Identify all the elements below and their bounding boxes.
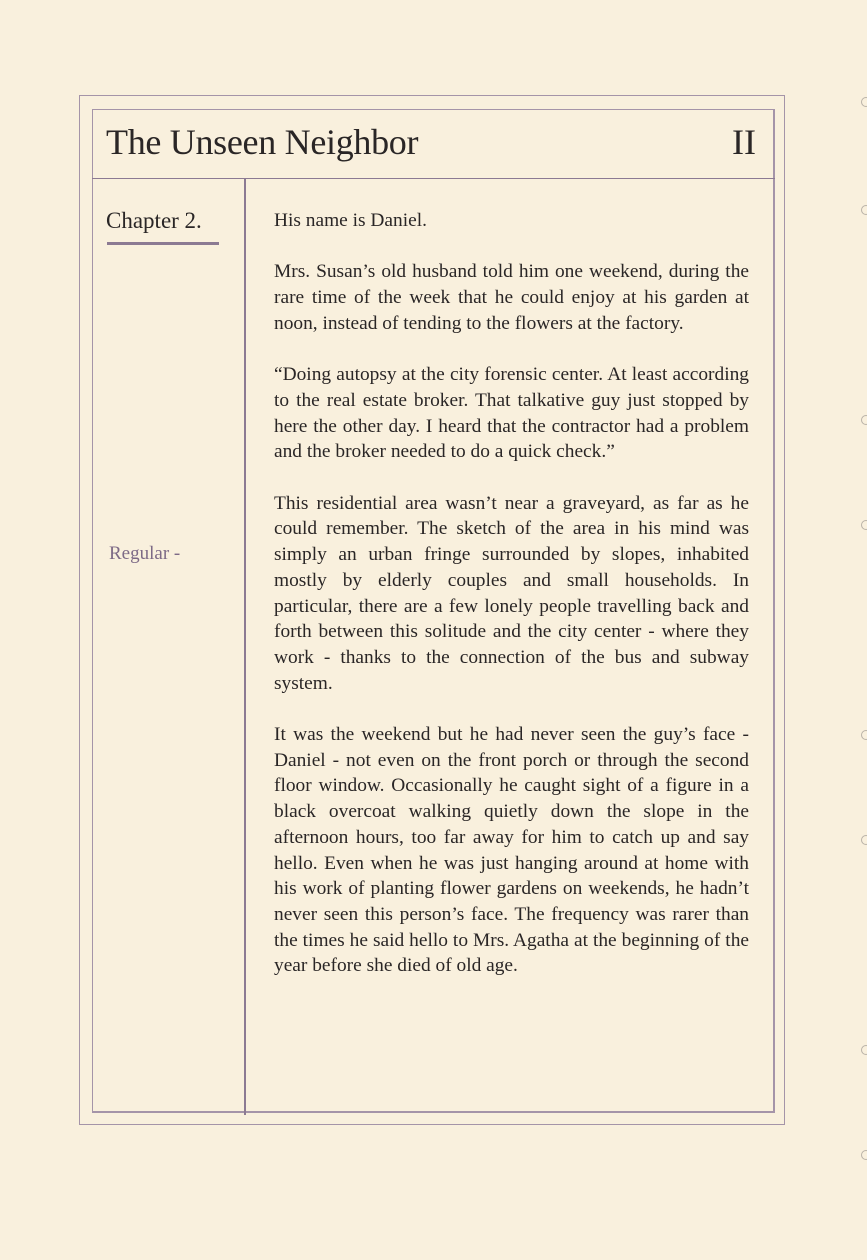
- chapter-label: Chapter 2.: [106, 208, 202, 233]
- binder-hole-icon: [861, 415, 867, 425]
- binder-hole-icon: [861, 730, 867, 740]
- style-label: Regular -: [109, 543, 181, 564]
- binder-hole-icon: [861, 97, 867, 107]
- page-header: [92, 109, 775, 179]
- binder-hole-icon: [861, 835, 867, 845]
- column-divider: [244, 179, 246, 1115]
- paragraph: This residential area wasn’t near a graveyard, as far as he could remember. The sketch of the area in his mind was simply an urban fringe surrounded by slopes, inhabited mostly by elderly couples and small households. In particular, there are a few lonely people travelling back and forth between this solitude and the city center - where they work - thanks to the connection of the bus and subway system.: [274, 492, 749, 694]
- binder-hole-icon: [861, 520, 867, 530]
- binder-hole-icon: [861, 1150, 867, 1160]
- paragraph: “Doing autopsy at the city forensic center. At least according to the real estate broker. That talkative guy just stopped by here the other day. I heard that the contractor had a problem and the broker needed to do a quick check.”: [274, 364, 749, 463]
- chapter-underline: [107, 242, 219, 245]
- paragraph: It was the weekend but he had never seen the guy’s face - Daniel - not even on the front porch or through the second floor window. Occasionally he caught sight of a figure in a black overcoat walking quietly down the slope in the afternoon hours, too far away for him to catch up and say hello. Even when he was just hanging around at home with his work of planting flower gardens on weekends, he hadn’t never seen this person’s face. The frequency was rarer than the times he said hello to Mrs. Agatha at the beginning of the year before she died of old age.: [274, 724, 749, 977]
- part-numeral: II: [732, 122, 756, 162]
- chapter-body: [274, 208, 749, 1005]
- sidebar: [92, 179, 244, 1113]
- binder-hole-icon: [861, 205, 867, 215]
- binder-hole-icon: [861, 1045, 867, 1055]
- paragraph: Mrs. Susan’s old husband told him one weekend, during the rare time of the week that he could enjoy at his garden at noon, instead of tending to the flowers at the factory.: [274, 261, 749, 334]
- book-title: The Unseen Neighbor: [106, 122, 419, 162]
- paragraph: His name is Daniel.: [274, 210, 427, 231]
